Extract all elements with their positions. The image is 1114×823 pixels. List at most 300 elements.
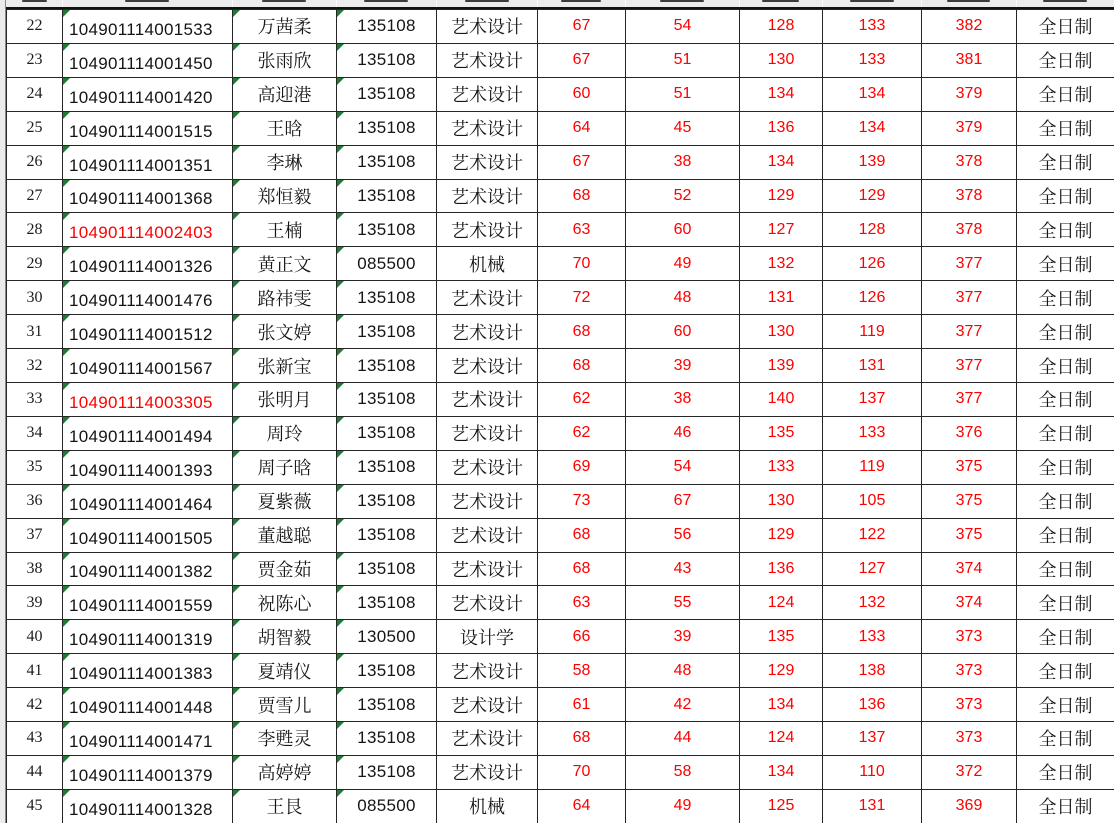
score-4-text: 134 — [858, 85, 886, 103]
cell-total-score[interactable] — [922, 450, 1017, 484]
cell-study-mode[interactable] — [1017, 586, 1114, 620]
cell-study-mode[interactable] — [1017, 620, 1114, 654]
cell-major-code[interactable] — [337, 315, 437, 349]
cell-major-code[interactable] — [337, 620, 437, 654]
study-mode-text: 全日制 — [1038, 390, 1093, 411]
cell-major-name[interactable] — [437, 586, 538, 620]
cell-major-name[interactable] — [437, 43, 538, 77]
cell-score-2[interactable] — [626, 281, 740, 315]
cell-score-1[interactable] — [538, 450, 626, 484]
cell-name[interactable] — [233, 755, 337, 789]
cell-major-code[interactable] — [337, 586, 437, 620]
cell-score-1[interactable] — [538, 213, 626, 247]
cell-major-name[interactable] — [437, 382, 538, 416]
stored-as-text-indicator-icon — [233, 78, 240, 85]
cell-total-score[interactable] — [922, 77, 1017, 111]
cell-score-1[interactable] — [538, 77, 626, 111]
cell-score-4[interactable] — [823, 111, 922, 145]
cell-name[interactable] — [233, 722, 337, 756]
candidate-id-text: 104901114001505 — [69, 528, 213, 548]
cell-total-score[interactable] — [922, 349, 1017, 383]
cell-major-code[interactable] — [337, 43, 437, 77]
cell-score-4[interactable] — [823, 213, 922, 247]
cell-score-1[interactable] — [538, 586, 626, 620]
cell-major-name[interactable] — [437, 484, 538, 518]
cell-score-4[interactable] — [823, 789, 922, 823]
cell-score-2[interactable] — [626, 722, 740, 756]
stored-as-text-indicator-icon — [233, 112, 240, 119]
cell-major-name[interactable] — [437, 518, 538, 552]
cell-study-mode[interactable] — [1017, 552, 1114, 586]
cell-score-3[interactable] — [740, 518, 823, 552]
cell-score-2[interactable] — [626, 315, 740, 349]
cell-name[interactable] — [233, 77, 337, 111]
cell-major-code[interactable] — [337, 213, 437, 247]
cell-candidate-id[interactable] — [63, 281, 233, 315]
cell-name[interactable] — [233, 688, 337, 722]
cell-score-2[interactable] — [626, 145, 740, 179]
cell-candidate-id[interactable] — [63, 315, 233, 349]
cell-score-1[interactable] — [538, 654, 626, 688]
cell-row-number[interactable] — [7, 382, 63, 416]
cell-total-score[interactable] — [922, 43, 1017, 77]
total-score-text: 373 — [955, 661, 983, 679]
cell-score-2[interactable] — [626, 586, 740, 620]
cell-score-2[interactable] — [626, 349, 740, 383]
cell-total-score[interactable] — [922, 247, 1017, 281]
cell-candidate-id[interactable] — [63, 620, 233, 654]
cell-score-2[interactable] — [626, 416, 740, 450]
cell-study-mode[interactable] — [1017, 450, 1114, 484]
cell-name[interactable] — [233, 43, 337, 77]
cell-name[interactable] — [233, 789, 337, 823]
cell-score-2[interactable] — [626, 111, 740, 145]
cell-name[interactable] — [233, 450, 337, 484]
cell-major-code[interactable] — [337, 484, 437, 518]
cell-score-4[interactable] — [823, 349, 922, 383]
cell-score-3[interactable] — [740, 382, 823, 416]
cell-name[interactable] — [233, 145, 337, 179]
cell-score-1[interactable] — [538, 349, 626, 383]
cell-row-number[interactable] — [7, 688, 63, 722]
name-text: 高迎港 — [257, 85, 312, 106]
cell-score-1[interactable] — [538, 145, 626, 179]
cell-score-1[interactable] — [538, 416, 626, 450]
cell-score-3[interactable] — [740, 77, 823, 111]
total-score-text: 374 — [955, 593, 983, 611]
cell-major-name[interactable] — [437, 247, 538, 281]
name-text: 夏靖仪 — [257, 661, 312, 682]
cell-total-score[interactable] — [922, 518, 1017, 552]
cell-score-4[interactable] — [823, 382, 922, 416]
cell-major-name[interactable] — [437, 789, 538, 823]
cell-score-1[interactable] — [538, 247, 626, 281]
cell-score-2[interactable] — [626, 10, 740, 44]
cell-score-3[interactable] — [740, 213, 823, 247]
cell-score-4[interactable] — [823, 722, 922, 756]
stored-as-text-indicator-icon — [233, 586, 240, 593]
cell-total-score[interactable] — [922, 416, 1017, 450]
cell-candidate-id[interactable] — [63, 111, 233, 145]
cell-score-2[interactable] — [626, 518, 740, 552]
cell-major-code[interactable] — [337, 755, 437, 789]
cell-major-code[interactable] — [337, 518, 437, 552]
cell-row-number[interactable] — [7, 416, 63, 450]
cell-total-score[interactable] — [922, 688, 1017, 722]
cell-major-name[interactable] — [437, 688, 538, 722]
cell-score-4[interactable] — [823, 620, 922, 654]
cell-score-4[interactable] — [823, 586, 922, 620]
cell-study-mode[interactable] — [1017, 10, 1114, 44]
score-2-text: 48 — [673, 661, 692, 679]
cell-major-name[interactable] — [437, 416, 538, 450]
cell-study-mode[interactable] — [1017, 484, 1114, 518]
cell-major-name[interactable] — [437, 552, 538, 586]
cell-score-4[interactable] — [823, 416, 922, 450]
cell-name[interactable] — [233, 552, 337, 586]
cell-score-3[interactable] — [740, 450, 823, 484]
cell-name[interactable] — [233, 213, 337, 247]
cell-study-mode[interactable] — [1017, 179, 1114, 213]
cell-major-name[interactable] — [437, 179, 538, 213]
cell-study-mode[interactable] — [1017, 145, 1114, 179]
cell-row-number[interactable] — [7, 10, 63, 44]
study-mode-text: 全日制 — [1038, 526, 1093, 547]
cell-total-score[interactable] — [922, 382, 1017, 416]
cell-score-4[interactable] — [823, 145, 922, 179]
cell-study-mode[interactable] — [1017, 43, 1114, 77]
cell-row-number[interactable] — [7, 77, 63, 111]
cell-score-1[interactable] — [538, 10, 626, 44]
cell-name[interactable] — [233, 620, 337, 654]
cell-candidate-id[interactable] — [63, 789, 233, 823]
cell-score-4[interactable] — [823, 247, 922, 281]
cell-major-code[interactable] — [337, 552, 437, 586]
cell-major-name[interactable] — [437, 111, 538, 145]
cell-score-3[interactable] — [740, 247, 823, 281]
cell-study-mode[interactable] — [1017, 213, 1114, 247]
cell-score-4[interactable] — [823, 43, 922, 77]
cell-total-score[interactable] — [922, 10, 1017, 44]
cell-score-3[interactable] — [740, 10, 823, 44]
cutoff-top-row — [0, 0, 1114, 9]
study-mode-text: 全日制 — [1038, 661, 1093, 682]
major-name-text: 艺术设计 — [451, 119, 523, 140]
cell-candidate-id[interactable] — [63, 755, 233, 789]
cell-candidate-id[interactable] — [63, 179, 233, 213]
cell-row-number[interactable] — [7, 315, 63, 349]
cell-candidate-id[interactable] — [63, 416, 233, 450]
cell-score-4[interactable] — [823, 10, 922, 44]
cell-major-name[interactable] — [437, 77, 538, 111]
stored-as-text-indicator-icon — [233, 10, 240, 17]
column-separator — [739, 0, 740, 7]
cell-major-code[interactable] — [337, 77, 437, 111]
cell-score-3[interactable] — [740, 281, 823, 315]
cell-major-code[interactable] — [337, 688, 437, 722]
cell-study-mode[interactable] — [1017, 789, 1114, 823]
cell-score-2[interactable] — [626, 450, 740, 484]
cell-total-score[interactable] — [922, 654, 1017, 688]
cell-major-code[interactable] — [337, 722, 437, 756]
cell-major-code[interactable] — [337, 382, 437, 416]
cell-name[interactable] — [233, 247, 337, 281]
total-score-text: 378 — [955, 220, 983, 238]
major-code-text: 135108 — [357, 389, 416, 409]
cell-row-number[interactable] — [7, 722, 63, 756]
cell-score-3[interactable] — [740, 349, 823, 383]
cell-candidate-id[interactable] — [63, 586, 233, 620]
cell-candidate-id[interactable] — [63, 688, 233, 722]
cell-study-mode[interactable] — [1017, 755, 1114, 789]
total-score-text: 373 — [955, 729, 983, 747]
cell-total-score[interactable] — [922, 755, 1017, 789]
cell-candidate-id[interactable] — [63, 654, 233, 688]
cell-score-1[interactable] — [538, 755, 626, 789]
cell-row-number[interactable] — [7, 552, 63, 586]
cell-score-2[interactable] — [626, 43, 740, 77]
cell-major-name[interactable] — [437, 10, 538, 44]
cell-major-code[interactable] — [337, 416, 437, 450]
cell-candidate-id[interactable] — [63, 77, 233, 111]
cell-score-4[interactable] — [823, 77, 922, 111]
cell-study-mode[interactable] — [1017, 349, 1114, 383]
cell-study-mode[interactable] — [1017, 722, 1114, 756]
cell-row-number[interactable] — [7, 179, 63, 213]
cell-score-3[interactable] — [740, 111, 823, 145]
cell-score-3[interactable] — [740, 722, 823, 756]
cell-score-3[interactable] — [740, 179, 823, 213]
cell-candidate-id[interactable] — [63, 450, 233, 484]
cell-total-score[interactable] — [922, 484, 1017, 518]
cell-candidate-id[interactable] — [63, 484, 233, 518]
major-code-text: 135108 — [357, 84, 416, 104]
cell-score-4[interactable] — [823, 179, 922, 213]
cell-major-code[interactable] — [337, 789, 437, 823]
cell-major-code[interactable] — [337, 247, 437, 281]
cell-major-code[interactable] — [337, 10, 437, 44]
cell-study-mode[interactable] — [1017, 315, 1114, 349]
cell-score-1[interactable] — [538, 518, 626, 552]
cell-row-number[interactable] — [7, 518, 63, 552]
cell-major-name[interactable] — [437, 145, 538, 179]
cell-score-2[interactable] — [626, 179, 740, 213]
cell-candidate-id[interactable] — [63, 722, 233, 756]
cell-row-number[interactable] — [7, 43, 63, 77]
cell-row-number[interactable] — [7, 247, 63, 281]
cell-score-4[interactable] — [823, 315, 922, 349]
cell-name[interactable] — [233, 281, 337, 315]
cell-score-2[interactable] — [626, 247, 740, 281]
study-mode-text: 全日制 — [1038, 492, 1093, 513]
cell-score-4[interactable] — [823, 755, 922, 789]
cell-major-name[interactable] — [437, 281, 538, 315]
cell-candidate-id[interactable] — [63, 349, 233, 383]
cell-name[interactable] — [233, 586, 337, 620]
cell-major-code[interactable] — [337, 179, 437, 213]
cell-study-mode[interactable] — [1017, 654, 1114, 688]
cell-score-2[interactable] — [626, 688, 740, 722]
column-separator — [62, 0, 63, 7]
cell-major-code[interactable] — [337, 111, 437, 145]
cell-score-2[interactable] — [626, 789, 740, 823]
cell-score-4[interactable] — [823, 281, 922, 315]
cell-major-name[interactable] — [437, 315, 538, 349]
cell-candidate-id[interactable] — [63, 43, 233, 77]
cell-score-2[interactable] — [626, 755, 740, 789]
cell-row-number[interactable] — [7, 620, 63, 654]
table-row — [7, 755, 1114, 789]
cell-name[interactable] — [233, 10, 337, 44]
cell-score-3[interactable] — [740, 620, 823, 654]
cell-score-4[interactable] — [823, 654, 922, 688]
cell-major-name[interactable] — [437, 654, 538, 688]
table-row — [7, 688, 1114, 722]
major-name-text: 艺术设计 — [451, 390, 523, 411]
cell-name[interactable] — [233, 518, 337, 552]
row-number-text: 41 — [26, 661, 43, 679]
cell-name[interactable] — [233, 654, 337, 688]
cell-row-number[interactable] — [7, 450, 63, 484]
cell-row-number[interactable] — [7, 145, 63, 179]
cell-total-score[interactable] — [922, 620, 1017, 654]
cell-score-2[interactable] — [626, 77, 740, 111]
cell-score-3[interactable] — [740, 484, 823, 518]
cell-score-2[interactable] — [626, 484, 740, 518]
cell-study-mode[interactable] — [1017, 111, 1114, 145]
candidate-id-text: 104901114001393 — [69, 460, 213, 480]
cell-row-number[interactable] — [7, 281, 63, 315]
cell-major-code[interactable] — [337, 450, 437, 484]
cell-total-score[interactable] — [922, 145, 1017, 179]
cell-study-mode[interactable] — [1017, 247, 1114, 281]
cell-total-score[interactable] — [922, 179, 1017, 213]
cell-study-mode[interactable] — [1017, 688, 1114, 722]
cell-score-3[interactable] — [740, 688, 823, 722]
cell-score-3[interactable] — [740, 416, 823, 450]
cell-score-1[interactable] — [538, 484, 626, 518]
cell-score-2[interactable] — [626, 552, 740, 586]
cell-major-name[interactable] — [437, 755, 538, 789]
cell-score-2[interactable] — [626, 654, 740, 688]
cell-candidate-id[interactable] — [63, 382, 233, 416]
cell-study-mode[interactable] — [1017, 77, 1114, 111]
cell-candidate-id[interactable] — [63, 10, 233, 44]
cell-score-4[interactable] — [823, 484, 922, 518]
cell-major-name[interactable] — [437, 722, 538, 756]
cell-study-mode[interactable] — [1017, 416, 1114, 450]
cell-row-number[interactable] — [7, 213, 63, 247]
cell-score-3[interactable] — [740, 789, 823, 823]
cell-major-name[interactable] — [437, 450, 538, 484]
cell-score-2[interactable] — [626, 620, 740, 654]
cell-study-mode[interactable] — [1017, 518, 1114, 552]
total-score-text: 378 — [955, 153, 983, 171]
cell-major-code[interactable] — [337, 654, 437, 688]
cell-score-3[interactable] — [740, 315, 823, 349]
cell-row-number[interactable] — [7, 789, 63, 823]
total-score-text: 377 — [955, 390, 983, 408]
cell-name[interactable] — [233, 349, 337, 383]
cell-study-mode[interactable] — [1017, 382, 1114, 416]
cell-major-name[interactable] — [437, 620, 538, 654]
cell-score-3[interactable] — [740, 654, 823, 688]
cell-study-mode[interactable] — [1017, 281, 1114, 315]
cell-candidate-id[interactable] — [63, 518, 233, 552]
cell-score-4[interactable] — [823, 450, 922, 484]
score-3-text: 124 — [767, 593, 795, 611]
cell-major-name[interactable] — [437, 213, 538, 247]
cell-total-score[interactable] — [922, 111, 1017, 145]
cell-score-1[interactable] — [538, 281, 626, 315]
cell-name[interactable] — [233, 382, 337, 416]
cell-score-1[interactable] — [538, 111, 626, 145]
cell-total-score[interactable] — [922, 315, 1017, 349]
cell-score-3[interactable] — [740, 43, 823, 77]
cell-row-number[interactable] — [7, 349, 63, 383]
cell-score-4[interactable] — [823, 688, 922, 722]
cell-score-1[interactable] — [538, 43, 626, 77]
candidate-id-text: 104901114001464 — [69, 494, 213, 514]
cell-total-score[interactable] — [922, 586, 1017, 620]
cell-score-3[interactable] — [740, 145, 823, 179]
cell-name[interactable] — [233, 111, 337, 145]
cell-major-code[interactable] — [337, 281, 437, 315]
cell-total-score[interactable] — [922, 213, 1017, 247]
cell-name[interactable] — [233, 416, 337, 450]
cell-score-1[interactable] — [538, 315, 626, 349]
candidate-id-text: 104901114001559 — [69, 596, 213, 616]
cell-score-3[interactable] — [740, 755, 823, 789]
cell-candidate-id[interactable] — [63, 145, 233, 179]
cell-score-3[interactable] — [740, 552, 823, 586]
cell-score-1[interactable] — [538, 620, 626, 654]
cell-row-number[interactable] — [7, 484, 63, 518]
cell-score-2[interactable] — [626, 382, 740, 416]
cell-total-score[interactable] — [922, 281, 1017, 315]
cell-score-1[interactable] — [538, 688, 626, 722]
cell-major-name[interactable] — [437, 349, 538, 383]
cell-candidate-id[interactable] — [63, 213, 233, 247]
cell-score-1[interactable] — [538, 789, 626, 823]
cell-score-3[interactable] — [740, 586, 823, 620]
table-row — [7, 416, 1114, 450]
cell-score-2[interactable] — [626, 213, 740, 247]
cell-major-code[interactable] — [337, 349, 437, 383]
cell-name[interactable] — [233, 315, 337, 349]
cell-candidate-id[interactable] — [63, 247, 233, 281]
cell-total-score[interactable] — [922, 552, 1017, 586]
major-code-text: 135108 — [357, 355, 416, 375]
cell-score-1[interactable] — [538, 179, 626, 213]
cell-row-number[interactable] — [7, 111, 63, 145]
cell-score-1[interactable] — [538, 382, 626, 416]
cell-major-code[interactable] — [337, 145, 437, 179]
cell-name[interactable] — [233, 179, 337, 213]
cell-score-4[interactable] — [823, 518, 922, 552]
cell-row-number[interactable] — [7, 755, 63, 789]
score-4-text: 133 — [858, 51, 886, 69]
cell-score-4[interactable] — [823, 552, 922, 586]
cell-row-number[interactable] — [7, 586, 63, 620]
cell-candidate-id[interactable] — [63, 552, 233, 586]
cell-score-1[interactable] — [538, 552, 626, 586]
cell-name[interactable] — [233, 484, 337, 518]
cell-total-score[interactable] — [922, 789, 1017, 823]
cell-score-1[interactable] — [538, 722, 626, 756]
cell-total-score[interactable] — [922, 722, 1017, 756]
cell-row-number[interactable] — [7, 654, 63, 688]
